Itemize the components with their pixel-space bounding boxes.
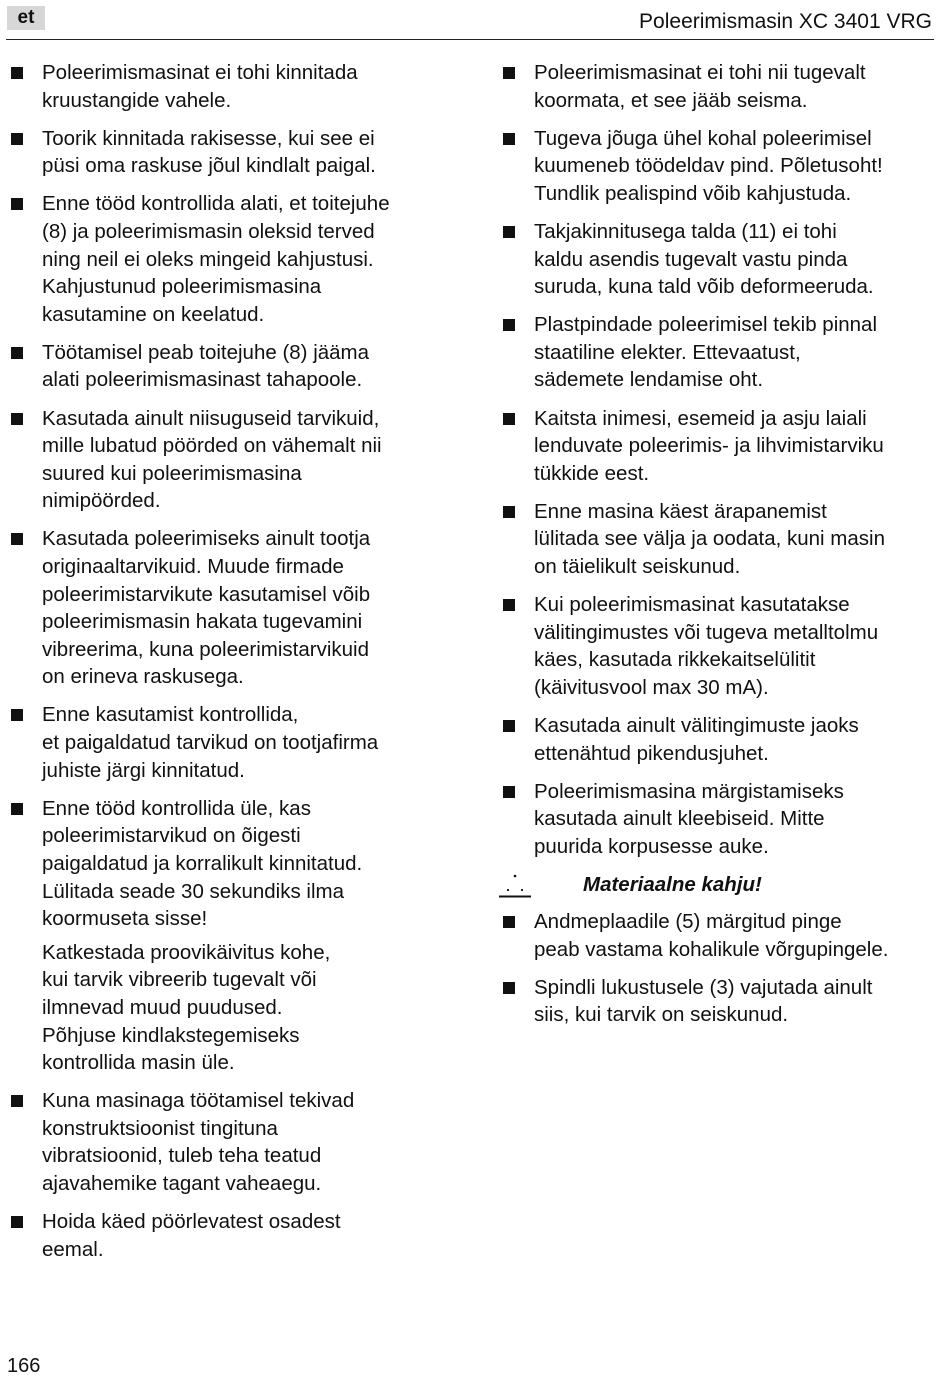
list-item (8, 59, 473, 114)
list-item (8, 525, 473, 691)
list-item (8, 405, 473, 515)
list-item-text: Kui poleerimismasinat kasutatakse välitingimustes või tugeva metalltolmu käes, kasutada rikkekaitselülitit (käivitusvool max 30 mA). (534, 593, 879, 699)
list-item-text: Kasutada ainult välitingimuste jaoks ettenähtud pikendusjuhet. (534, 713, 859, 765)
list-item (8, 1208, 473, 1263)
list-item-text: Tugeva jõuga ühel kohal poleerimisel kuumeneb töödeldav pind. Põletusoht! Tundlik pealispind võib kahjustuda. (534, 126, 883, 205)
list-item-text: Poleerimismasinat ei tohi nii tugevalt koormata, et see jääb seisma. (534, 61, 866, 112)
list-item (500, 59, 940, 114)
list-item (500, 498, 940, 581)
list-item-text: Kasutada ainult niisuguseid tarvikuid, mille lubatud pöörded on vähemalt nii suured kui poleerimismasina nimipöörded. (42, 406, 382, 513)
square-bullet-icon (11, 709, 23, 721)
list-item (500, 125, 940, 208)
list-item-text: Kuna masinaga töötamisel tekivad konstruktsioonist tingituna vibratsioonid, tuleb teha teatud ajavahemike tagant vaheaegu. (42, 1089, 355, 1195)
list-item-text: Enne tööd kontrollida alati, et toitejuhe (8) ja poleerimismasin oleksid terved ning neil ei oleks mingeid kahjustusi. Kahjustunud poleerimismasina kasutamine on keelatud. (42, 192, 390, 326)
page-header-title: Poleerimismasin XC 3401 VRG (639, 10, 932, 33)
list-item-text: Spindli lukustusele (3) vajutada ainult siis, kui tarvik on seiskunud. (534, 975, 873, 1027)
list-item (8, 190, 473, 328)
list-item (500, 405, 940, 488)
square-bullet-icon (503, 413, 515, 425)
square-bullet-icon (11, 67, 23, 79)
list-item (500, 908, 940, 963)
square-bullet-icon (11, 533, 23, 545)
left-column (8, 59, 473, 1274)
list-item-text: Kaitsta inimesi, esemeid ja asju laiali lenduvate poleerimis- ja lihvimistarviku tükkide eest. (534, 406, 884, 485)
square-bullet-icon (503, 786, 515, 798)
list-item (500, 591, 940, 701)
list-item (500, 218, 940, 301)
list-item-text: Andmeplaadile (5) märgitud pinge peab vastama kohalikule võrgupingele. (534, 909, 889, 961)
page-number: 166 (7, 1355, 41, 1377)
list-item-text: Plastpindade poleerimisel tekib pinnal staatiline elekter. Ettevaatust, sädemete lendamise oht. (534, 313, 878, 392)
square-bullet-icon (11, 1095, 23, 1107)
square-bullet-icon (503, 599, 515, 611)
square-bullet-icon (503, 916, 515, 928)
list-item-text: Töötamisel peab toitejuhe (8) jääma alati poleerimismasinast tahapoole. (42, 340, 370, 392)
list-item-text: Takjakinnitusega talda (11) ei tohi kaldu asendis tugevalt vastu pinda suruda, kuna tald võib deformeeruda. (534, 219, 874, 299)
list-item (500, 311, 940, 394)
square-bullet-icon (503, 226, 515, 238)
warning-title: Materiaalne kahju! (583, 872, 762, 896)
square-bullet-icon (11, 1216, 23, 1228)
square-bullet-icon (503, 133, 515, 145)
list-item (8, 125, 473, 180)
list-item (8, 1087, 473, 1197)
list-item-text: Enne kasutamist kontrollida, et paigaldatud tarvikud on tootjafirma juhiste järgi kinnitatud. (42, 703, 379, 782)
square-bullet-icon (11, 803, 23, 815)
square-bullet-icon (503, 319, 515, 331)
square-bullet-icon (11, 413, 23, 425)
square-bullet-icon (11, 198, 23, 210)
list-item-text: Hoida käed pöörlevatest osadest eemal. (42, 1210, 341, 1261)
square-bullet-icon (11, 133, 23, 145)
list-item-text: Kasutada poleerimiseks ainult tootja originaaltarvikuid. Muude firmade poleerimistarvikute kasutamisel võib poleerimismasin hakata tugevamini vibreerima, kuna poleerimistarvikuid on erineva raskusega. (42, 527, 371, 689)
list-item (8, 795, 473, 1077)
list-item-text: Poleerimismasina märgistamiseks kasutada ainult kleebiseid. Mitte puurida korpusesse auke. (534, 779, 844, 858)
square-bullet-icon (503, 720, 515, 732)
list-item (8, 701, 473, 784)
square-bullet-icon (503, 982, 515, 994)
list-item-text: Toorik kinnitada rakisesse, kui see ei püsi oma raskuse jõul kindlalt paigal. (42, 126, 376, 178)
warning-notice (500, 871, 940, 898)
list-item-text: Katkestada proovikäivitus kohe, kui tarvik vibreerib tugevalt või ilmnevad muud puudused. Põhjuse kindlakstegemiseks kontrollida masin üle. (42, 940, 331, 1075)
list-item-text: Poleerimismasinat ei tohi kinnitada kruustangide vahele. (42, 61, 358, 112)
warning-triangle-icon (498, 869, 532, 899)
square-bullet-icon (11, 347, 23, 359)
right-column (500, 59, 940, 1039)
language-tab: et (7, 6, 45, 30)
list-item (500, 778, 940, 861)
list-item (500, 712, 940, 767)
list-item (500, 974, 940, 1029)
list-item-text: Enne masina käest ärapanemist lülitada see välja ja oodata, kuni masin on täielikult seiskunud. (534, 499, 885, 578)
square-bullet-icon (503, 506, 515, 518)
list-item-text: Enne tööd kontrollida üle, kas poleerimistarvikud on õigesti paigaldatud ja korralikult kinnitatud. Lülitada seade 30 sekundiks ilma koormuseta sisse! (42, 796, 363, 931)
square-bullet-icon (503, 67, 515, 79)
header-divider (6, 39, 934, 40)
list-item (8, 339, 473, 394)
